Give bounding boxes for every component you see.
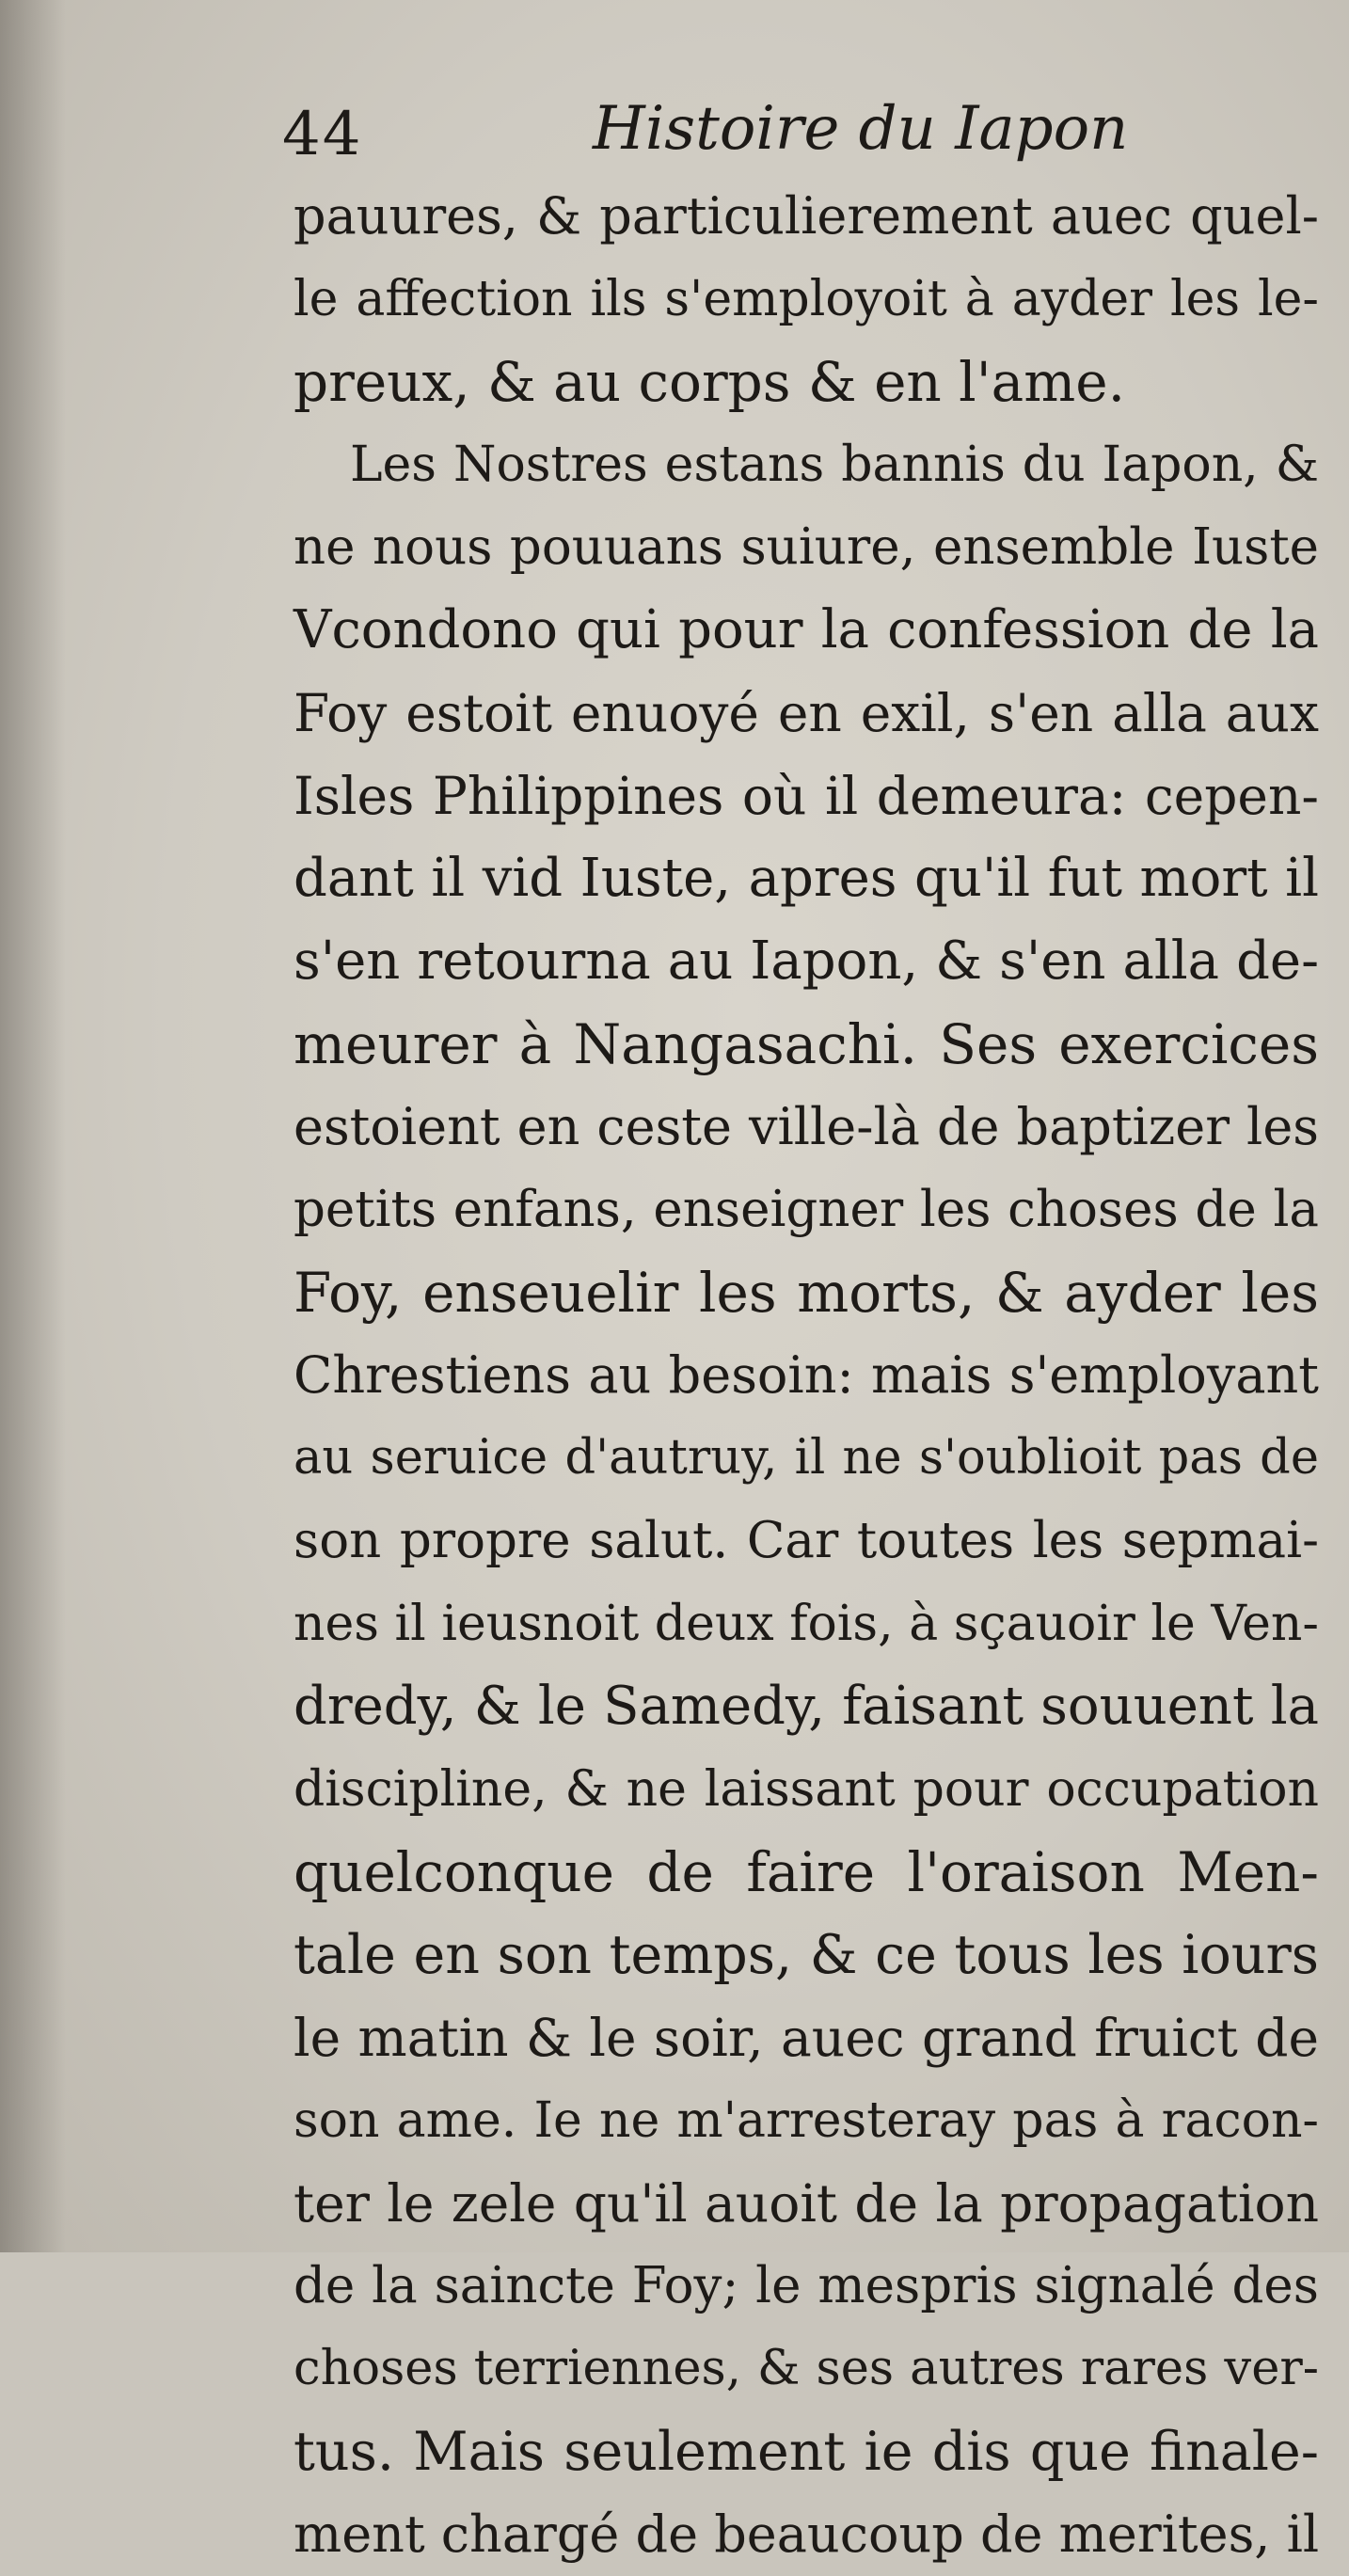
text-line: choses terriennes, & ses autres rares ver- — [294, 2341, 1319, 2396]
text-line: Foy, enseuelir les morts, & ayder les — [294, 1261, 1319, 1325]
text-line: pauures, & particulierement auec quel- — [294, 186, 1319, 246]
running-title: Histoire du Iapon — [593, 94, 1129, 164]
body-text — [294, 175, 1319, 2576]
text-line: son propre salut. Car toutes les sepmai- — [294, 1512, 1319, 1569]
text-line: tale en son temps, & ce tous les iours — [294, 1924, 1319, 1986]
text-line: ne nous pouuans suiure, ensemble Iuste — [294, 518, 1319, 576]
paragraph-start-line: Les Nostres estans bannis du Iapon, & — [350, 437, 1319, 493]
text-line: ter le zele qu'il auoit de la propagation — [294, 2173, 1319, 2234]
text-line: quelconque de faire l'oraison Men- — [294, 1840, 1319, 1904]
text-line: dant il vid Iuste, apres qu'il fut mort il — [294, 848, 1319, 909]
text-line: ment chargé de beaucoup de merites, il — [294, 2504, 1320, 2564]
text-line: petits enfans, enseigner les choses de la — [294, 1181, 1319, 1238]
page-header — [282, 94, 1279, 179]
gutter-shadow — [0, 0, 66, 2252]
text-line: preux, & au corps & en l'ame. — [294, 350, 1126, 414]
text-line: le affection ils s'employoit à ayder les le- — [294, 271, 1319, 327]
text-line: estoient en ceste ville-là de baptizer les — [294, 1097, 1319, 1156]
page-number: 44 — [282, 100, 363, 169]
text-line: tus. Mais seulement ie dis que finale- — [294, 2421, 1319, 2483]
text-line: Foy estoit enuoyé en exil, s'en alla aux — [294, 683, 1319, 743]
text-line: Chrestiens au besoin: mais s'employant — [294, 1345, 1319, 1405]
text-line: s'en retourna au Iapon, & s'en alla de- — [294, 930, 1319, 992]
text-line: Vcondono qui pour la confession de la — [294, 599, 1319, 660]
text-line: de la saincte Foy; le mespris signalé des — [294, 2257, 1319, 2314]
text-line: au seruice d'autruy, il ne s'oublioit pas de — [294, 1430, 1319, 1486]
text-line: dredy, & le Samedy, faisant souuent la — [294, 1676, 1319, 1737]
text-line: Isles Philippines où il demeura: cepen- — [294, 766, 1319, 826]
text-line: nes il ieusnoit deux fois, à sçauoir le Ven- — [294, 1596, 1319, 1652]
text-line: son ame. Ie ne m'arresteray pas à racon- — [294, 2092, 1319, 2149]
text-line: discipline, & ne laissant pour occupation — [294, 1761, 1319, 1818]
text-line: meurer à Nangasachi. Ses exercices — [294, 1012, 1319, 1076]
text-line: le matin & le soir, auec grand fruict de — [294, 2008, 1319, 2068]
